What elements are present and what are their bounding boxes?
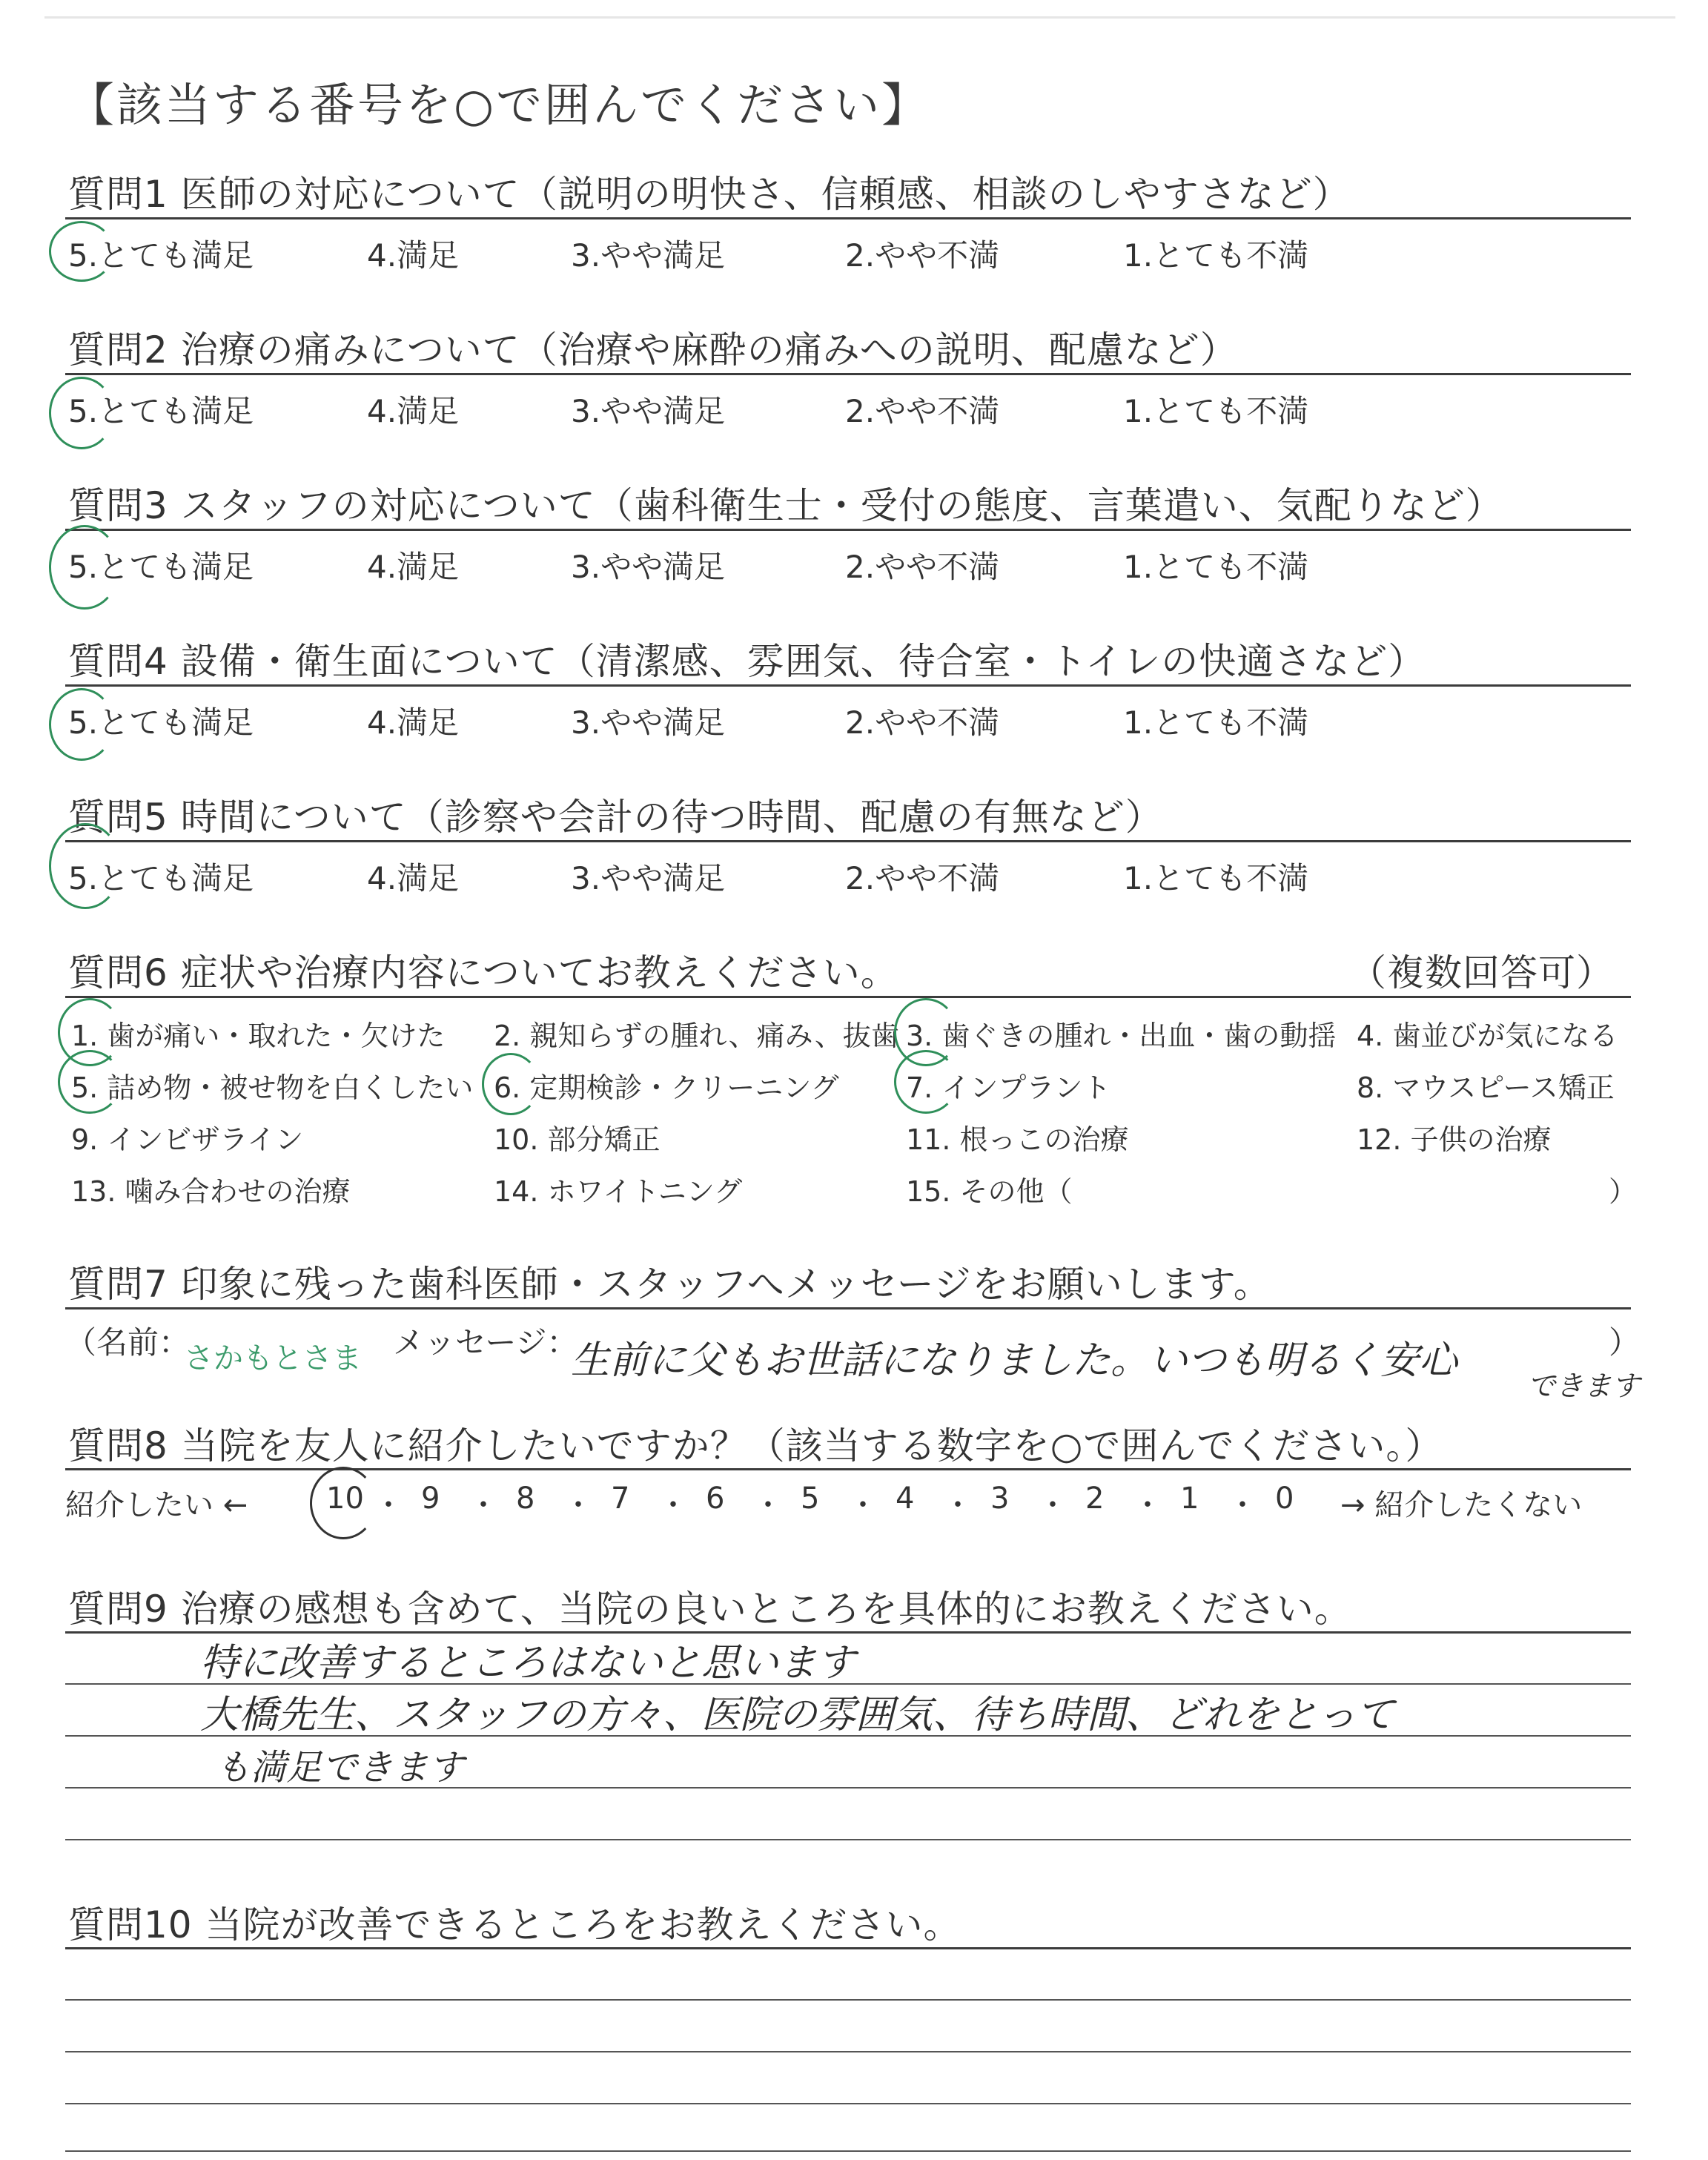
q8-scale-value-7[interactable]: 7 [611, 1482, 630, 1516]
q8-scale-value-10[interactable]: 10 [326, 1482, 364, 1516]
q6-option-11[interactable]: 11. 根っこの治療 [906, 1123, 1129, 1156]
q10-writing-line-4 [65, 2150, 1631, 2152]
question-1-rule [65, 217, 1631, 219]
q1-option-1[interactable]: 1.とても不満 [1123, 237, 1309, 274]
form-title: 【該当する番号を○で囲んでください】 [68, 78, 930, 132]
question-6-note: （複数回答可） [1349, 951, 1614, 994]
q6-option-5[interactable]: 5. 詰め物・被せ物を白くしたい [71, 1071, 474, 1104]
q9-answer-line-3[interactable]: も満足できます [215, 1747, 465, 1789]
q4-option-1[interactable]: 1.とても不満 [1123, 704, 1309, 741]
q7-name-value[interactable]: さかもとさま [184, 1341, 362, 1375]
q9-answer-line-2[interactable]: 大橋先生、スタッフの方々、医院の雰囲気、待ち時間、どれをとって [200, 1693, 1394, 1737]
q4-option-4[interactable]: 4.満足 [367, 704, 460, 741]
q8-scale-value-5[interactable]: 5 [801, 1482, 820, 1516]
q8-scale-separator: ・ [1038, 1488, 1068, 1522]
q3-option-5[interactable]: 5.とても満足 [68, 549, 254, 585]
q6-option-2[interactable]: 2. 親知らずの腫れ、痛み、抜歯 [494, 1020, 899, 1052]
q3-option-3[interactable]: 3.やや満足 [571, 549, 726, 585]
q8-selection-circle [310, 1467, 377, 1539]
q8-scale-separator: ・ [1228, 1488, 1257, 1522]
q8-scale-separator: ・ [563, 1488, 593, 1522]
q5-option-5[interactable]: 5.とても満足 [68, 860, 254, 896]
question-5-label: 質問5 時間について（診察や会計の待つ時間、配慮の有無など） [68, 796, 1163, 839]
question-6-rule [65, 996, 1631, 998]
q9-answer-line-1[interactable]: 特に改善するところはないと思います [200, 1641, 856, 1685]
q2-option-2[interactable]: 2.やや不満 [845, 393, 1000, 429]
q8-scale-separator: ・ [658, 1488, 688, 1522]
q5-option-4[interactable]: 4.満足 [367, 860, 460, 896]
q6-selection-circle-5 [58, 1050, 122, 1114]
question-7-label: 質問7 印象に残った歯科医師・スタッフへメッセージをお願いします。 [68, 1263, 1271, 1306]
q4-option-3[interactable]: 3.やや満足 [571, 704, 726, 741]
q8-scale-separator: ・ [1133, 1488, 1162, 1522]
q5-option-1[interactable]: 1.とても不満 [1123, 860, 1309, 896]
q8-right-label: → 紹介したくない [1340, 1488, 1583, 1522]
q1-option-4[interactable]: 4.満足 [367, 237, 460, 274]
q2-option-5[interactable]: 5.とても満足 [68, 393, 254, 429]
q5-selection-circle [49, 823, 122, 909]
q4-option-5[interactable]: 5.とても満足 [68, 704, 254, 741]
q10-writing-line-2 [65, 2051, 1631, 2052]
q3-option-2[interactable]: 2.やや不満 [845, 549, 1000, 585]
q10-writing-line-1 [65, 1999, 1631, 2001]
q8-scale-separator: ・ [374, 1488, 403, 1522]
question-10-label: 質問10 当院が改善できるところをお教えください。 [68, 1903, 961, 1946]
question-1-label: 質問1 医師の対応について（説明の明快さ、信頼感、相談のしやすさなど） [68, 173, 1351, 216]
q6-option-4[interactable]: 4. 歯並びが気になる [1357, 1020, 1618, 1052]
q6-option-15-close: ） [1609, 1175, 1638, 1208]
q8-scale-value-8[interactable]: 8 [516, 1482, 535, 1516]
q9-writing-line-4 [65, 1839, 1631, 1840]
q6-selection-circle-6 [482, 1053, 540, 1115]
q10-writing-line-3 [65, 2103, 1631, 2104]
q8-scale-separator: ・ [469, 1488, 498, 1522]
q6-option-7[interactable]: 7. インプラント [906, 1071, 1111, 1104]
q8-scale-value-0[interactable]: 0 [1275, 1482, 1294, 1516]
q6-option-8[interactable]: 8. マウスピース矯正 [1357, 1071, 1615, 1104]
q2-selection-circle [49, 377, 114, 449]
question-8-label: 質問8 当院を友人に紹介したいですか？（該当する数字を○で囲んでください。） [68, 1424, 1443, 1467]
q7-close-paren: ） [1609, 1324, 1641, 1361]
question-10-rule [65, 1947, 1631, 1949]
q8-scale-value-6[interactable]: 6 [706, 1482, 725, 1516]
q5-option-2[interactable]: 2.やや不満 [845, 860, 1000, 896]
q6-option-3[interactable]: 3. 歯ぐきの腫れ・出血・歯の動揺 [906, 1020, 1337, 1052]
q8-scale-separator: ・ [753, 1488, 783, 1522]
q8-scale-value-2[interactable]: 2 [1085, 1482, 1105, 1516]
q7-message-label: メッセージ： [393, 1324, 578, 1361]
question-3-rule [65, 529, 1631, 531]
q8-scale-separator: ・ [848, 1488, 878, 1522]
question-7-rule [65, 1307, 1631, 1309]
q7-message-value[interactable]: 生前に父もお世話になりました。いつも明るく安心 [571, 1338, 1458, 1383]
question-3-label: 質問3 スタッフの対応について（歯科衛生士・受付の態度、言葉遣い、気配りなど） [68, 484, 1503, 527]
q6-option-15[interactable]: 15. その他（ [906, 1175, 1073, 1208]
question-4-rule [65, 684, 1631, 687]
question-5-rule [65, 840, 1631, 842]
q6-option-6[interactable]: 6. 定期検診・クリーニング [494, 1071, 839, 1104]
q1-selection-circle [49, 221, 114, 282]
question-6-label: 質問6 症状や治療内容についてお教えください。 [68, 951, 898, 994]
question-2-label: 質問2 治療の痛みについて（治療や麻酔の痛みへの説明、配慮など） [68, 328, 1238, 371]
q3-option-1[interactable]: 1.とても不満 [1123, 549, 1309, 585]
q8-scale-separator: ・ [943, 1488, 973, 1522]
q7-name-label: （名前： [65, 1324, 191, 1361]
q8-scale-value-9[interactable]: 9 [421, 1482, 440, 1516]
q8-left-label: 紹介したい ← [65, 1488, 248, 1522]
q8-scale-value-4[interactable]: 4 [896, 1482, 915, 1516]
q7-message-value-2: できます [1527, 1370, 1641, 1402]
q1-option-3[interactable]: 3.やや満足 [571, 237, 726, 274]
q1-option-5[interactable]: 5.とても満足 [68, 237, 254, 274]
q8-scale-value-1[interactable]: 1 [1180, 1482, 1199, 1516]
q1-option-2[interactable]: 2.やや不満 [845, 237, 1000, 274]
q8-scale-value-3[interactable]: 3 [990, 1482, 1010, 1516]
q2-option-4[interactable]: 4.満足 [367, 393, 460, 429]
q3-option-4[interactable]: 4.満足 [367, 549, 460, 585]
q6-option-12[interactable]: 12. 子供の治療 [1357, 1123, 1552, 1156]
question-8-rule [65, 1468, 1631, 1470]
q4-selection-circle [49, 688, 114, 761]
q6-option-13[interactable]: 13. 噛み合わせの治療 [71, 1175, 351, 1208]
q3-selection-circle [49, 525, 120, 610]
question-9-label: 質問9 治療の感想も含めて、当院の良いところを具体的にお教えください。 [68, 1588, 1352, 1631]
q6-option-10[interactable]: 10. 部分矯正 [494, 1123, 661, 1156]
q6-selection-circle-7 [894, 1050, 958, 1114]
question-2-rule [65, 373, 1631, 375]
q6-option-14[interactable]: 14. ホワイトニング [494, 1175, 743, 1208]
q6-option-1[interactable]: 1. 歯が痛い・取れた・欠けた [71, 1020, 446, 1052]
q4-option-2[interactable]: 2.やや不満 [845, 704, 1000, 741]
q5-option-3[interactable]: 3.やや満足 [571, 860, 726, 896]
page-top-edge [44, 16, 1675, 19]
q2-option-1[interactable]: 1.とても不満 [1123, 393, 1309, 429]
question-4-label: 質問4 設備・衛生面について（清潔感、雰囲気、待合室・トイレの快適さなど） [68, 640, 1426, 683]
q2-option-3[interactable]: 3.やや満足 [571, 393, 726, 429]
q6-option-9[interactable]: 9. インビザライン [71, 1123, 304, 1156]
